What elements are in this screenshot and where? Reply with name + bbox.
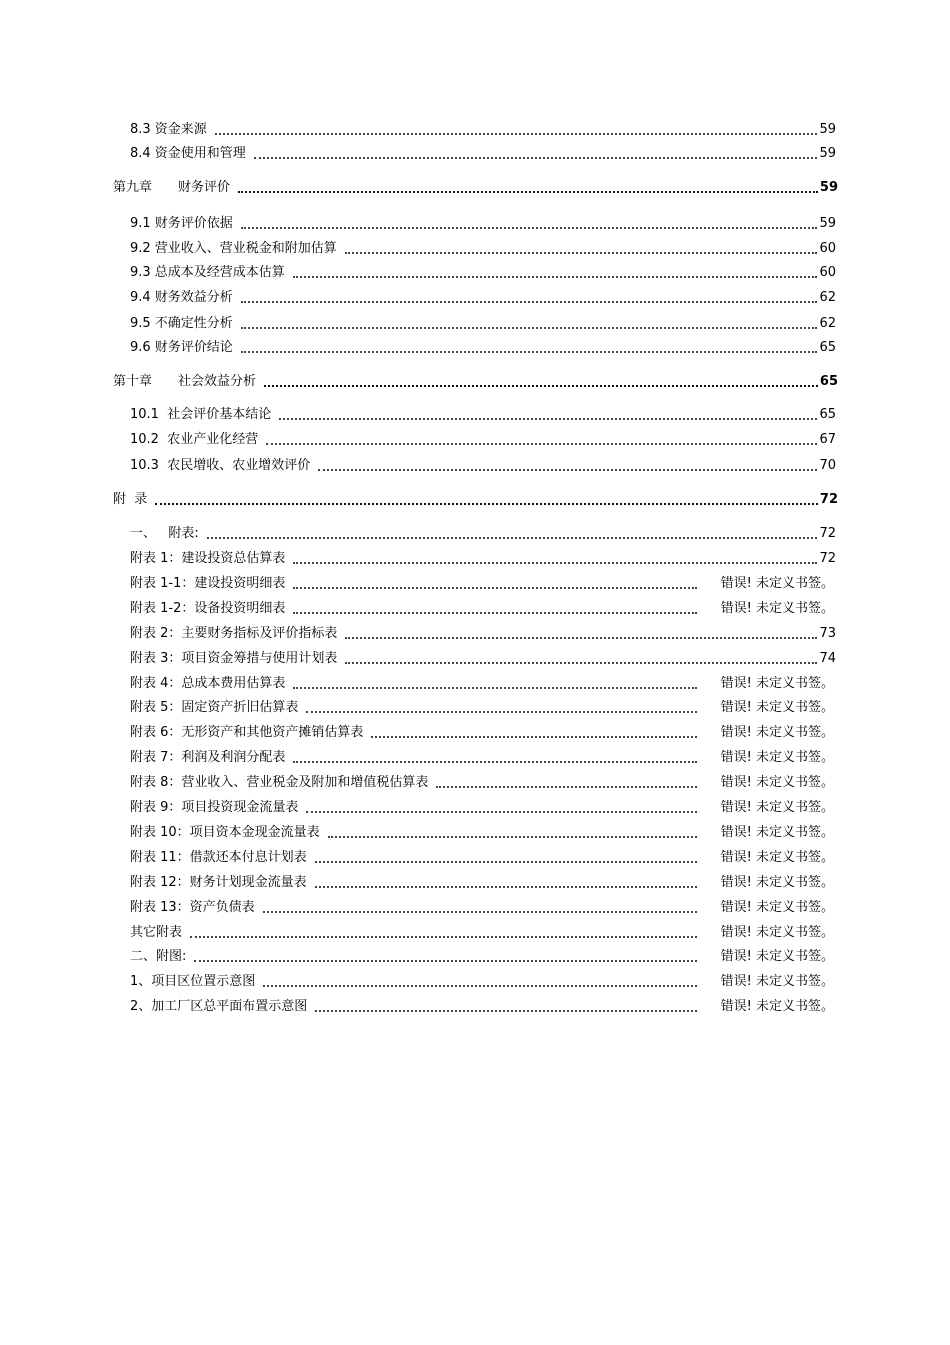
dot-leader [306, 811, 697, 813]
bookmark-error-text: 错误! 未定义书签。 [720, 875, 834, 890]
toc-entry[interactable] [130, 772, 834, 792]
toc-entry-title: 附表 4：总成本费用估算表 [130, 676, 286, 691]
toc-entry-page-number: 59 [819, 180, 838, 195]
bookmark-error-text: 错误! 未定义书签。 [720, 775, 834, 790]
toc-entry-title: 1、项目区位置示意图 [130, 974, 256, 989]
dot-leader [315, 886, 697, 888]
dot-leader [264, 385, 818, 387]
toc-entry[interactable] [130, 548, 836, 568]
dot-leader [293, 276, 818, 278]
dot-leader [263, 985, 697, 987]
dot-leader [194, 960, 697, 962]
toc-entry[interactable] [130, 623, 836, 643]
toc-entry-title: 附表 5：固定资产折旧估算表 [130, 700, 299, 715]
toc-entry-title: 附表 1-1：建设投资明细表 [130, 576, 286, 591]
toc-entry[interactable] [130, 847, 834, 867]
toc-entry-title: 9.4 财务效益分析 [130, 290, 233, 305]
toc-entry-title: 附表 11：借款还本付息计划表 [130, 850, 307, 865]
toc-entry-page-number: 65 [819, 407, 836, 422]
toc-entry-page-number: 65 [819, 340, 836, 355]
toc-entry[interactable] [130, 922, 834, 942]
toc-entry-title: 附表 10：项目资本金现金流量表 [130, 825, 320, 840]
toc-entry[interactable] [130, 523, 836, 543]
bookmark-error-text: 错误! 未定义书签。 [720, 725, 834, 740]
dot-leader [155, 503, 818, 505]
toc-entry[interactable] [130, 648, 836, 668]
bookmark-error-text: 错误! 未定义书签。 [720, 850, 834, 865]
toc-entry-page-number: 62 [819, 290, 836, 305]
bookmark-error-text: 错误! 未定义书签。 [720, 601, 834, 616]
toc-entry[interactable] [130, 946, 834, 966]
toc-entry-title: 附表 7：利润及利润分配表 [130, 750, 286, 765]
dot-leader [190, 936, 697, 938]
toc-entry[interactable] [130, 673, 834, 693]
dot-leader [315, 1010, 697, 1012]
dot-leader [279, 418, 817, 420]
toc-entry-page-number: 59 [819, 216, 836, 231]
toc-entry-title: 9.6 财务评价结论 [130, 340, 233, 355]
toc-entry-page-number: 72 [819, 526, 836, 541]
bookmark-error-text: 错误! 未定义书签。 [720, 700, 834, 715]
toc-entry-title: 附表 13：资产负债表 [130, 900, 255, 915]
bookmark-error-text: 错误! 未定义书签。 [720, 576, 834, 591]
bookmark-error-text: 错误! 未定义书签。 [720, 925, 834, 940]
toc-entry-title: 附表 3：项目资金筹措与使用计划表 [130, 651, 338, 666]
toc-entry-page-number: 74 [819, 651, 836, 666]
dot-leader [371, 736, 697, 738]
toc-entry-title: 第十章 社会效益分析 [113, 374, 257, 389]
toc-entry-title: 附表 1-2：设备投资明细表 [130, 601, 286, 616]
toc-entry[interactable] [130, 287, 836, 307]
toc-entry-page-number: 62 [819, 316, 836, 331]
toc-entry[interactable] [130, 822, 834, 842]
toc-entry[interactable] [130, 337, 836, 357]
toc-entry[interactable] [130, 598, 834, 618]
dot-leader [293, 687, 697, 689]
toc-entry[interactable] [130, 119, 836, 139]
dot-leader [241, 351, 818, 353]
toc-entry-title: 附表 8：营业收入、营业税金及附加和增值税估算表 [130, 775, 429, 790]
toc-entry-page-number: 70 [819, 458, 836, 473]
toc-entry[interactable] [130, 697, 834, 717]
toc-entry-title: 附 录 [113, 492, 148, 507]
toc-entry-page-number: 65 [819, 374, 838, 389]
dot-leader [207, 537, 818, 539]
dot-leader [345, 252, 818, 254]
dot-leader [293, 761, 697, 763]
dot-leader [254, 157, 818, 159]
toc-entry-title: 9.5 不确定性分析 [130, 316, 233, 331]
dot-leader [328, 836, 697, 838]
toc-entry-page-number: 60 [819, 241, 836, 256]
dot-leader [263, 911, 697, 913]
bookmark-error-text: 错误! 未定义书签。 [720, 900, 834, 915]
toc-entry[interactable] [130, 143, 836, 163]
dot-leader [266, 443, 817, 445]
toc-entry-title: 10.3 农民增收、农业增效评价 [130, 458, 311, 473]
dot-leader [241, 301, 818, 303]
toc-entry[interactable] [130, 313, 836, 333]
dot-leader [345, 637, 817, 639]
toc-entry-title: 2、加工厂区总平面布置示意图 [130, 999, 308, 1014]
toc-entry-page-number: 59 [819, 122, 836, 137]
toc-entry-title: 二、附图: [130, 949, 187, 964]
toc-entry[interactable] [130, 872, 834, 892]
toc-entry[interactable] [130, 429, 836, 449]
toc-entry[interactable] [130, 971, 834, 991]
toc-entry[interactable] [113, 177, 838, 197]
toc-entry-page-number: 67 [819, 432, 836, 447]
bookmark-error-text: 错误! 未定义书签。 [720, 676, 834, 691]
toc-entry[interactable] [130, 455, 836, 475]
dot-leader [238, 191, 818, 193]
toc-entry-title: 10.2 农业产业化经营 [130, 432, 259, 447]
toc-entry-page-number: 72 [819, 551, 836, 566]
toc-entry-page-number: 59 [819, 146, 836, 161]
toc-entry-page-number: 60 [819, 265, 836, 280]
toc-entry-title: 8.3 资金来源 [130, 122, 207, 137]
dot-leader [306, 711, 697, 713]
toc-entry[interactable] [130, 573, 834, 593]
toc-entry[interactable] [130, 238, 836, 258]
toc-entry[interactable] [130, 797, 834, 817]
toc-entry-title: 10.1 社会评价基本结论 [130, 407, 272, 422]
toc-entry-title: 8.4 资金使用和管理 [130, 146, 246, 161]
toc-entry-title: 其它附表 [130, 925, 183, 940]
toc-entry[interactable] [130, 213, 836, 233]
toc-entry-title: 附表 2：主要财务指标及评价指标表 [130, 626, 338, 641]
toc-entry[interactable] [130, 404, 836, 424]
dot-leader [436, 786, 697, 788]
toc-entry-title: 9.1 财务评价依据 [130, 216, 233, 231]
bookmark-error-text: 错误! 未定义书签。 [720, 825, 834, 840]
toc-entry-title: 一、 附表: [130, 526, 199, 541]
toc-entry-page-number: 72 [819, 492, 838, 507]
bookmark-error-text: 错误! 未定义书签。 [720, 949, 834, 964]
toc-entry[interactable] [130, 262, 836, 282]
toc-entry[interactable] [130, 747, 834, 767]
bookmark-error-text: 错误! 未定义书签。 [720, 800, 834, 815]
toc-entry[interactable] [113, 489, 838, 509]
toc-entry[interactable] [130, 722, 834, 742]
toc-entry-title: 第九章 财务评价 [113, 180, 231, 195]
toc-entry-title: 附表 1：建设投资总估算表 [130, 551, 286, 566]
dot-leader [345, 662, 817, 664]
dot-leader [293, 587, 697, 589]
toc-entry[interactable] [130, 996, 834, 1016]
toc-entry-title: 附表 12：财务计划现金流量表 [130, 875, 307, 890]
bookmark-error-text: 错误! 未定义书签。 [720, 974, 834, 989]
toc-entry-title: 9.2 营业收入、营业税金和附加估算 [130, 241, 337, 256]
toc-entry[interactable] [130, 897, 834, 917]
dot-leader [241, 327, 818, 329]
dot-leader [241, 227, 818, 229]
toc-entry-title: 附表 9：项目投资现金流量表 [130, 800, 299, 815]
dot-leader [293, 612, 697, 614]
bookmark-error-text: 错误! 未定义书签。 [720, 999, 834, 1014]
dot-leader [315, 861, 697, 863]
toc-entry-title: 9.3 总成本及经营成本估算 [130, 265, 285, 280]
dot-leader [293, 562, 817, 564]
toc-entry-title: 附表 6：无形资产和其他资产摊销估算表 [130, 725, 364, 740]
toc-entry-page-number: 73 [819, 626, 836, 641]
dot-leader [215, 133, 818, 135]
bookmark-error-text: 错误! 未定义书签。 [720, 750, 834, 765]
dot-leader [318, 469, 817, 471]
toc-entry[interactable] [113, 371, 838, 391]
